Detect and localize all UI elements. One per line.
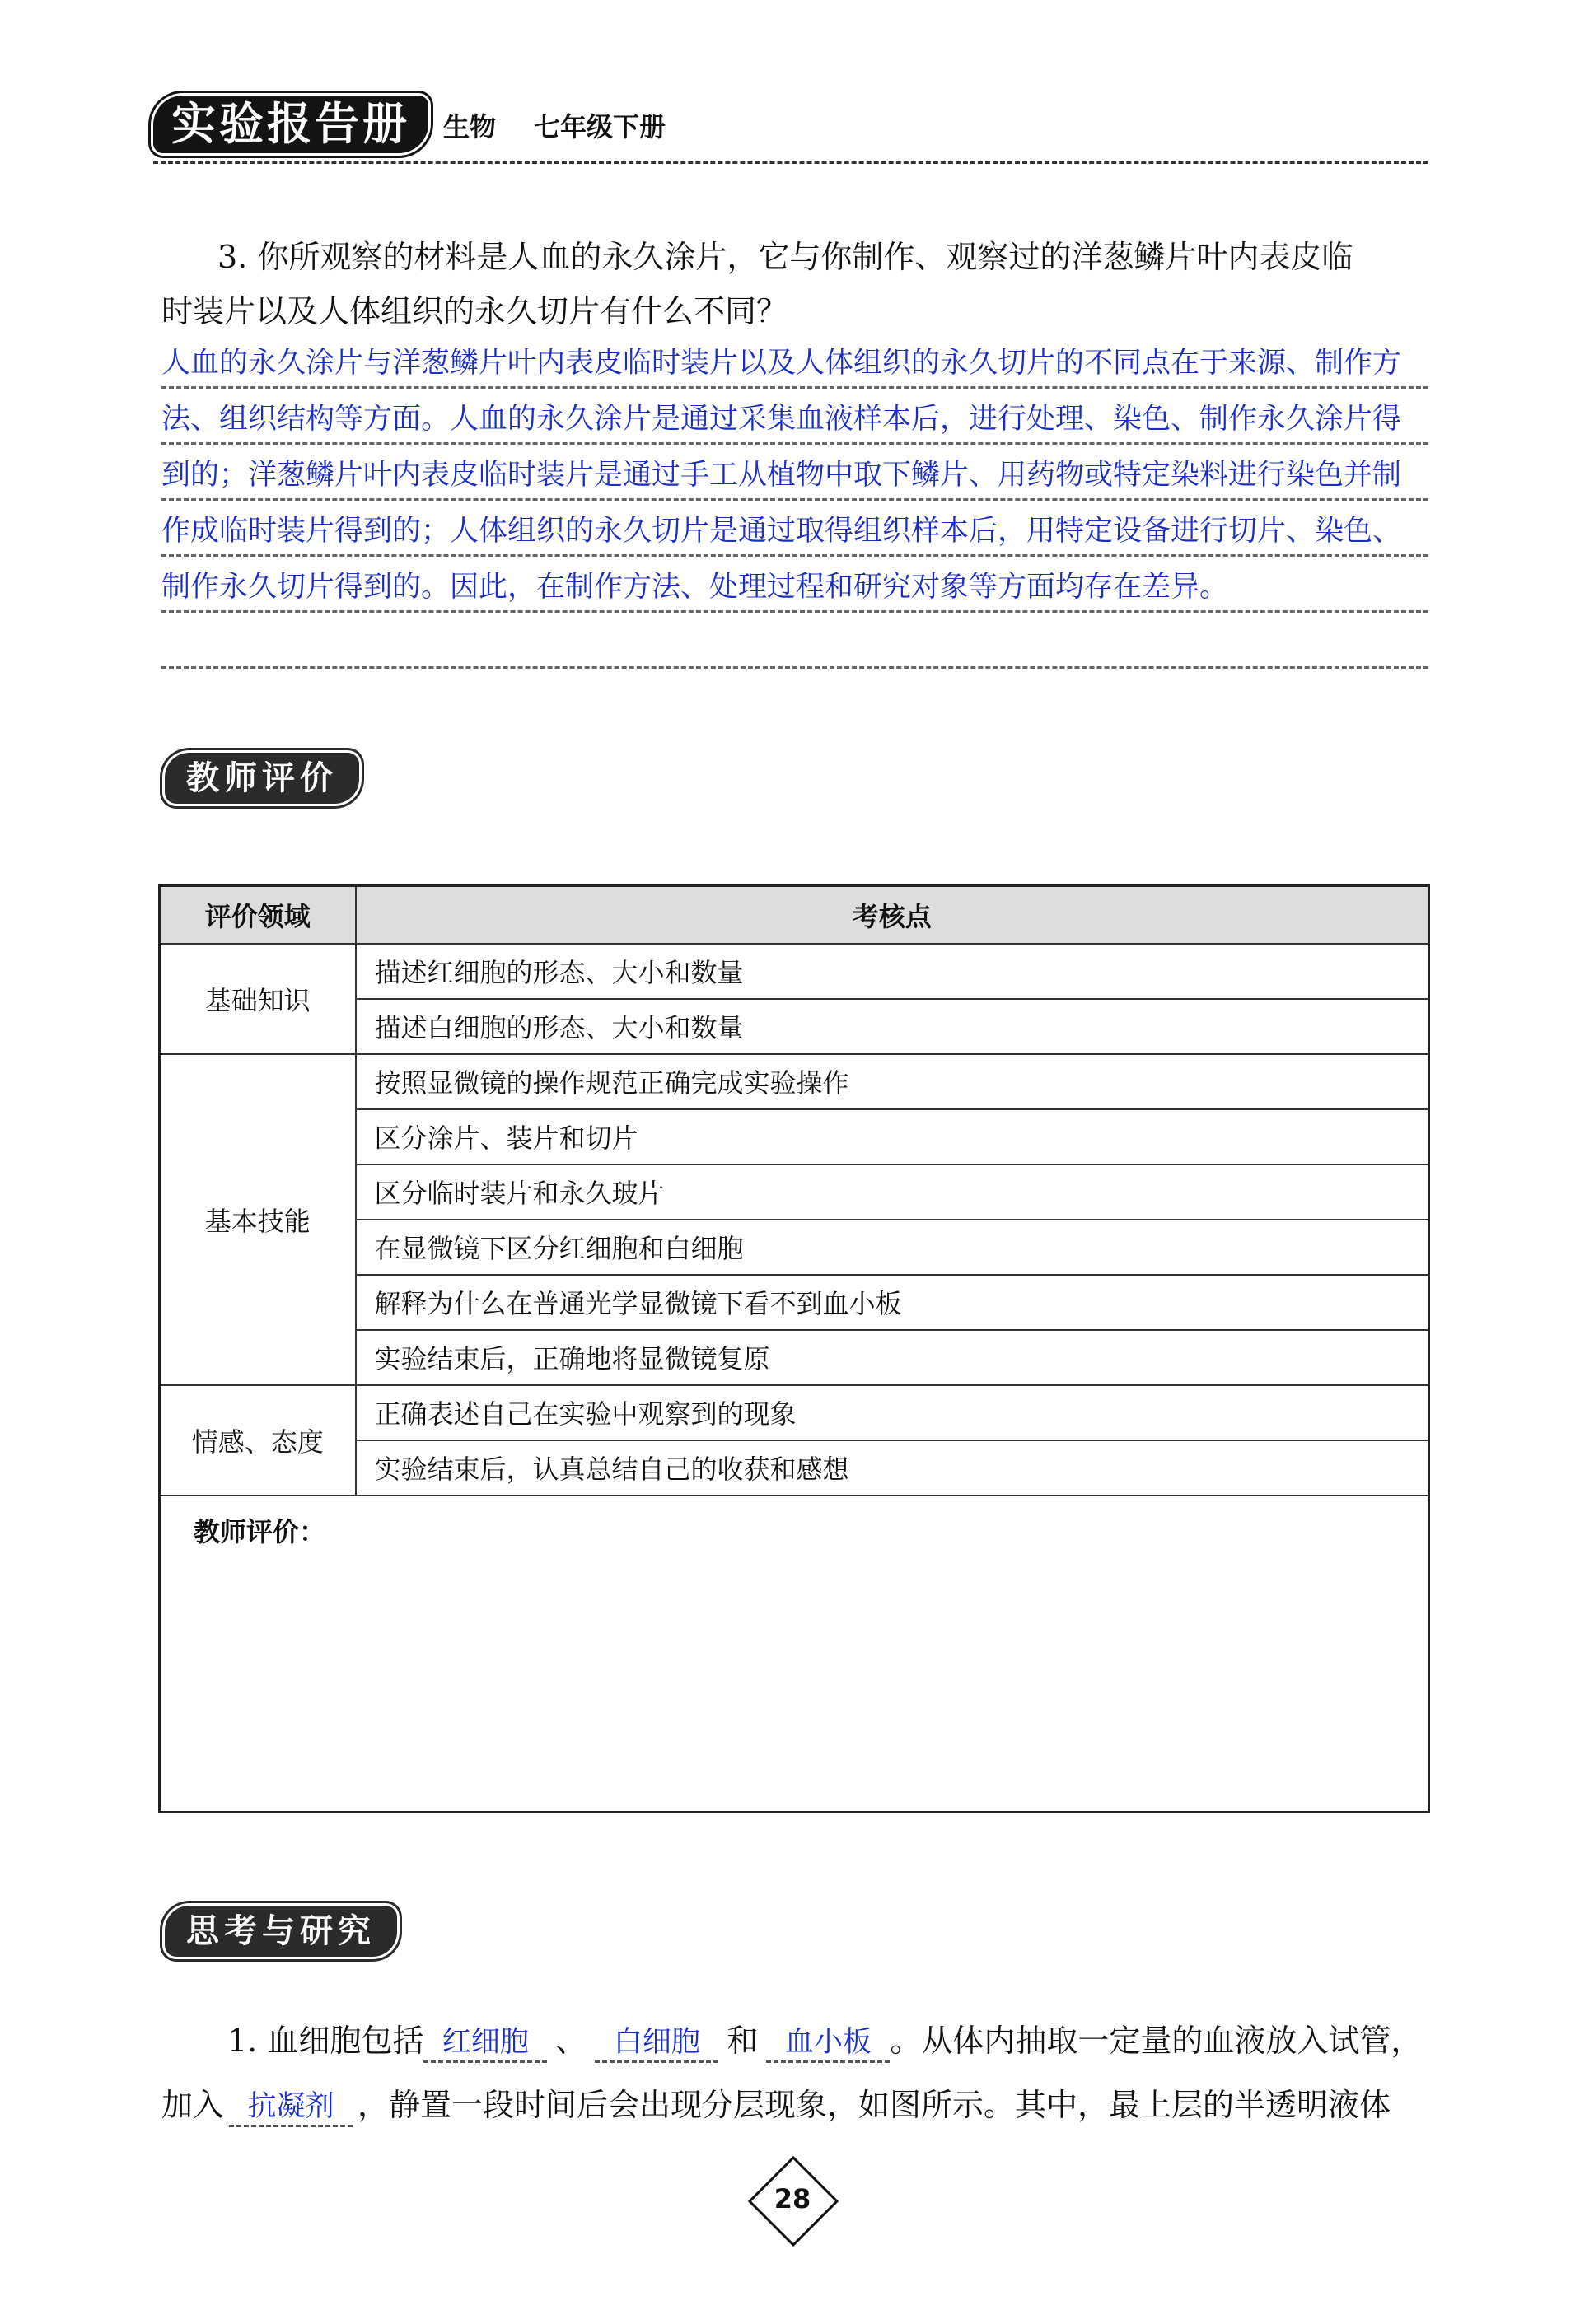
question-3-line-2: 时装片以及人体组织的永久切片有什么不同？ [161, 293, 788, 329]
answer-line [161, 613, 1428, 669]
answer-blank-platelet: 血小板 [766, 2024, 890, 2063]
answer-line [161, 389, 1428, 445]
brand-logo: 实验报告册 [153, 96, 428, 153]
header-area: 评价领域 [160, 886, 356, 944]
evaluation-table [158, 884, 1430, 1813]
thinking-q1-line-1 [227, 2019, 1422, 2063]
teacher-comment-box[interactable] [160, 1496, 1429, 1813]
header-points: 考核点 [356, 886, 1429, 944]
assessment-point: 描述红细胞的形态、大小和数量 [356, 944, 1429, 999]
answer-line [161, 557, 1428, 613]
answer-blank-white-cell: 白细胞 [595, 2024, 718, 2063]
q1-prefix: 1. 血细胞包括 [227, 2023, 424, 2059]
answer-blank-red-cell: 红细胞 [423, 2024, 547, 2063]
assessment-point: 正确表述自己在实验中观察到的现象 [356, 1385, 1429, 1440]
q1-line2-prefix: 加入 [161, 2087, 225, 2123]
page-number: 28 [774, 2183, 811, 2214]
answer-text: 法、组织结构等方面。人血的永久涂片是通过采集血液样本后，进行处理、染色、制作永久涂片得 [161, 403, 1402, 436]
question-3-line-1: 3. 你所观察的材料是人血的永久涂片，它与你制作、观察过的洋葱鳞片叶内表皮临 [217, 239, 1353, 275]
area-emotion-attitude: 情感、态度 [160, 1385, 356, 1496]
answer-text: 作成临时装片得到的；人体组织的永久切片是通过取得组织样本后，用特定设备进行切片、染色、 [161, 515, 1402, 548]
assessment-point: 描述白细胞的形态、大小和数量 [356, 999, 1429, 1054]
answer-text: 人血的永久涂片与洋葱鳞片叶内表皮临时装片以及人体组织的永久切片的不同点在于来源、制作方 [161, 347, 1402, 380]
grade-label: 七年级下册 [534, 111, 666, 142]
assessment-point: 区分涂片、装片和切片 [356, 1109, 1429, 1164]
assessment-point: 按照显微镜的操作规范正确完成实验操作 [356, 1054, 1429, 1109]
answer-line [161, 333, 1428, 389]
answer-line [161, 445, 1428, 501]
answer-text: 到的；洋葱鳞片叶内表皮临时装片是通过手工从植物中取下鳞片、用药物或特定染料进行染色并制 [161, 459, 1402, 492]
table-row [160, 1385, 1429, 1440]
comment-row [160, 1496, 1429, 1813]
assessment-point: 区分临时装片和永久玻片 [356, 1164, 1429, 1220]
answer-line [161, 501, 1428, 557]
assessment-point: 实验结束后，正确地将显微镜复原 [356, 1330, 1429, 1385]
answer-text: 制作永久切片得到的。因此，在制作方法、处理过程和研究对象等方面均存在差异。 [161, 571, 1229, 604]
q1-sep-2: 和 [727, 2023, 759, 2059]
q1-line2-after: ，静置一段时间后会出现分层现象，如图所示。其中，最上层的半透明液体 [358, 2087, 1391, 2123]
teacher-comment-label: 教师评价： [194, 1515, 326, 1547]
header-divider [153, 161, 1428, 164]
table-row [160, 944, 1429, 999]
q1-after: 。从体内抽取一定量的血液放入试管， [890, 2023, 1423, 2059]
assessment-point: 解释为什么在普通光学显微镜下看不到血小板 [356, 1275, 1429, 1330]
subject-label: 生物 [443, 111, 497, 142]
assessment-point: 实验结束后，认真总结自己的收获和感想 [356, 1440, 1429, 1496]
thinking-q1-line-2 [161, 2084, 1391, 2127]
area-basic-skills: 基本技能 [160, 1054, 356, 1385]
book-subtitle [443, 110, 704, 143]
table-row [160, 1054, 1429, 1109]
assessment-point: 在显微镜下区分红细胞和白细胞 [356, 1220, 1429, 1275]
q1-sep-1: 、 [555, 2023, 587, 2059]
thinking-research-badge: 思考与研究 [165, 1906, 397, 1957]
answer-blank-anticoagulant: 抗凝剂 [229, 2088, 353, 2127]
area-basic-knowledge: 基础知识 [160, 944, 356, 1054]
teacher-eval-badge: 教师评价 [165, 753, 359, 804]
table-header-row [160, 886, 1429, 944]
